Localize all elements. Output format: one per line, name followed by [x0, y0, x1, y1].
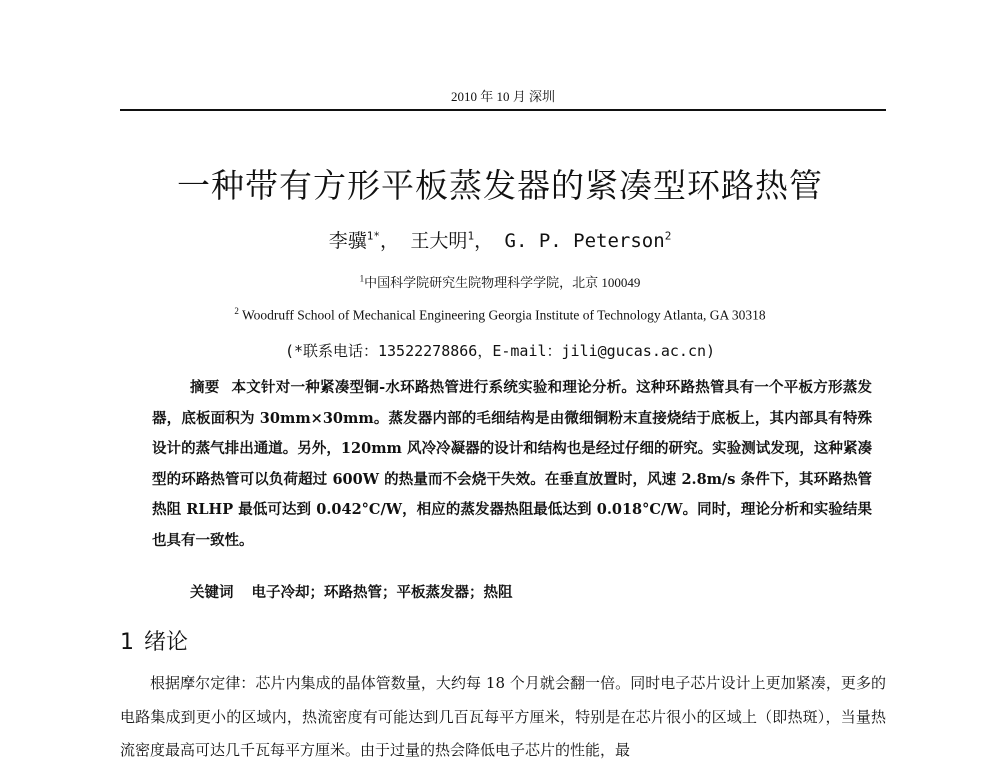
keywords-text: 电子冷却；环路热管；平板蒸发器；热阻	[251, 584, 513, 601]
section-heading	[120, 625, 188, 656]
author-separator: ，	[474, 230, 494, 252]
affiliation-2-mark: 2	[234, 306, 239, 316]
running-header: 2010 年 10 月 深圳	[450, 89, 555, 104]
abstract	[152, 373, 872, 557]
author-2-name: 王大明	[410, 230, 468, 252]
author-3-affil-mark: 2	[664, 229, 672, 243]
author-1-affil-mark: 1*	[366, 229, 380, 243]
paper-title: 一种带有方形平板蒸发器的紧凑型环路热管	[177, 166, 823, 205]
author-separator: ，	[379, 230, 399, 252]
contact-info: (*联系电话：13522278866，E-mail：jili@gucas.ac.cn)	[284, 342, 716, 360]
affiliation-2-text: Woodruff School of Mechanical Engineering Georgia Institute of Technology Atlanta, GA 30318	[242, 307, 766, 323]
section-number: 1	[120, 630, 134, 655]
keywords	[190, 581, 513, 602]
body-paragraph: 根据摩尔定律：芯片内集成的晶体管数量，大约每 18 个月就会翻一倍。同时电子芯片设计上更加紧凑，更多的电路集成到更小的区域内，热流密度有可能达到几百瓦每平方厘米，特别是在芯片很小的区域上（即热斑），当量热流密度最高可达几千瓦每平方厘米。由于过量的热会降低电子芯片的性能，最	[120, 674, 886, 759]
header-rule	[120, 109, 886, 111]
affiliation-1-mark: 1	[359, 273, 365, 284]
affiliation-1	[0, 272, 1000, 291]
affiliation-1-text: 中国科学院研究生院物理科学学院，北京 100049	[364, 275, 641, 290]
keywords-label: 关键词	[190, 584, 234, 601]
author-3-name: G. P. Peterson	[504, 230, 665, 252]
abstract-label: 摘要	[190, 379, 220, 396]
affiliation-2	[0, 306, 1000, 324]
section-title: 绪论	[144, 630, 189, 655]
author-2-affil-mark: 1	[467, 229, 475, 243]
author-1-name: 李骥	[328, 230, 367, 252]
abstract-text: 本文针对一种紧凑型铜-水环路热管进行系统实验和理论分析。这种环路热管具有一个平板方形蒸发器，底板面积为 30mm×30mm。蒸发器内部的毛细结构是由微细铜粉末直接烧结于底板上，其内部具有特殊设计的蒸气排出通道。另外，120mm 风冷冷凝器的设计和结构也是经过仔细的研究。实验测试发现，这种紧凑型的环路热管可以负荷超过 600W 的热量而不会烧干失效。在垂直放置时，风速 2.8m/s 条件下，其环路热管热阻 RLHP 最低可达到 0.042°C/W，相应的蒸发器热阻最低达到 0.018°C/W。同时，理论分析和实验结果也具有一致性。	[152, 379, 873, 549]
author-list	[0, 226, 1000, 253]
